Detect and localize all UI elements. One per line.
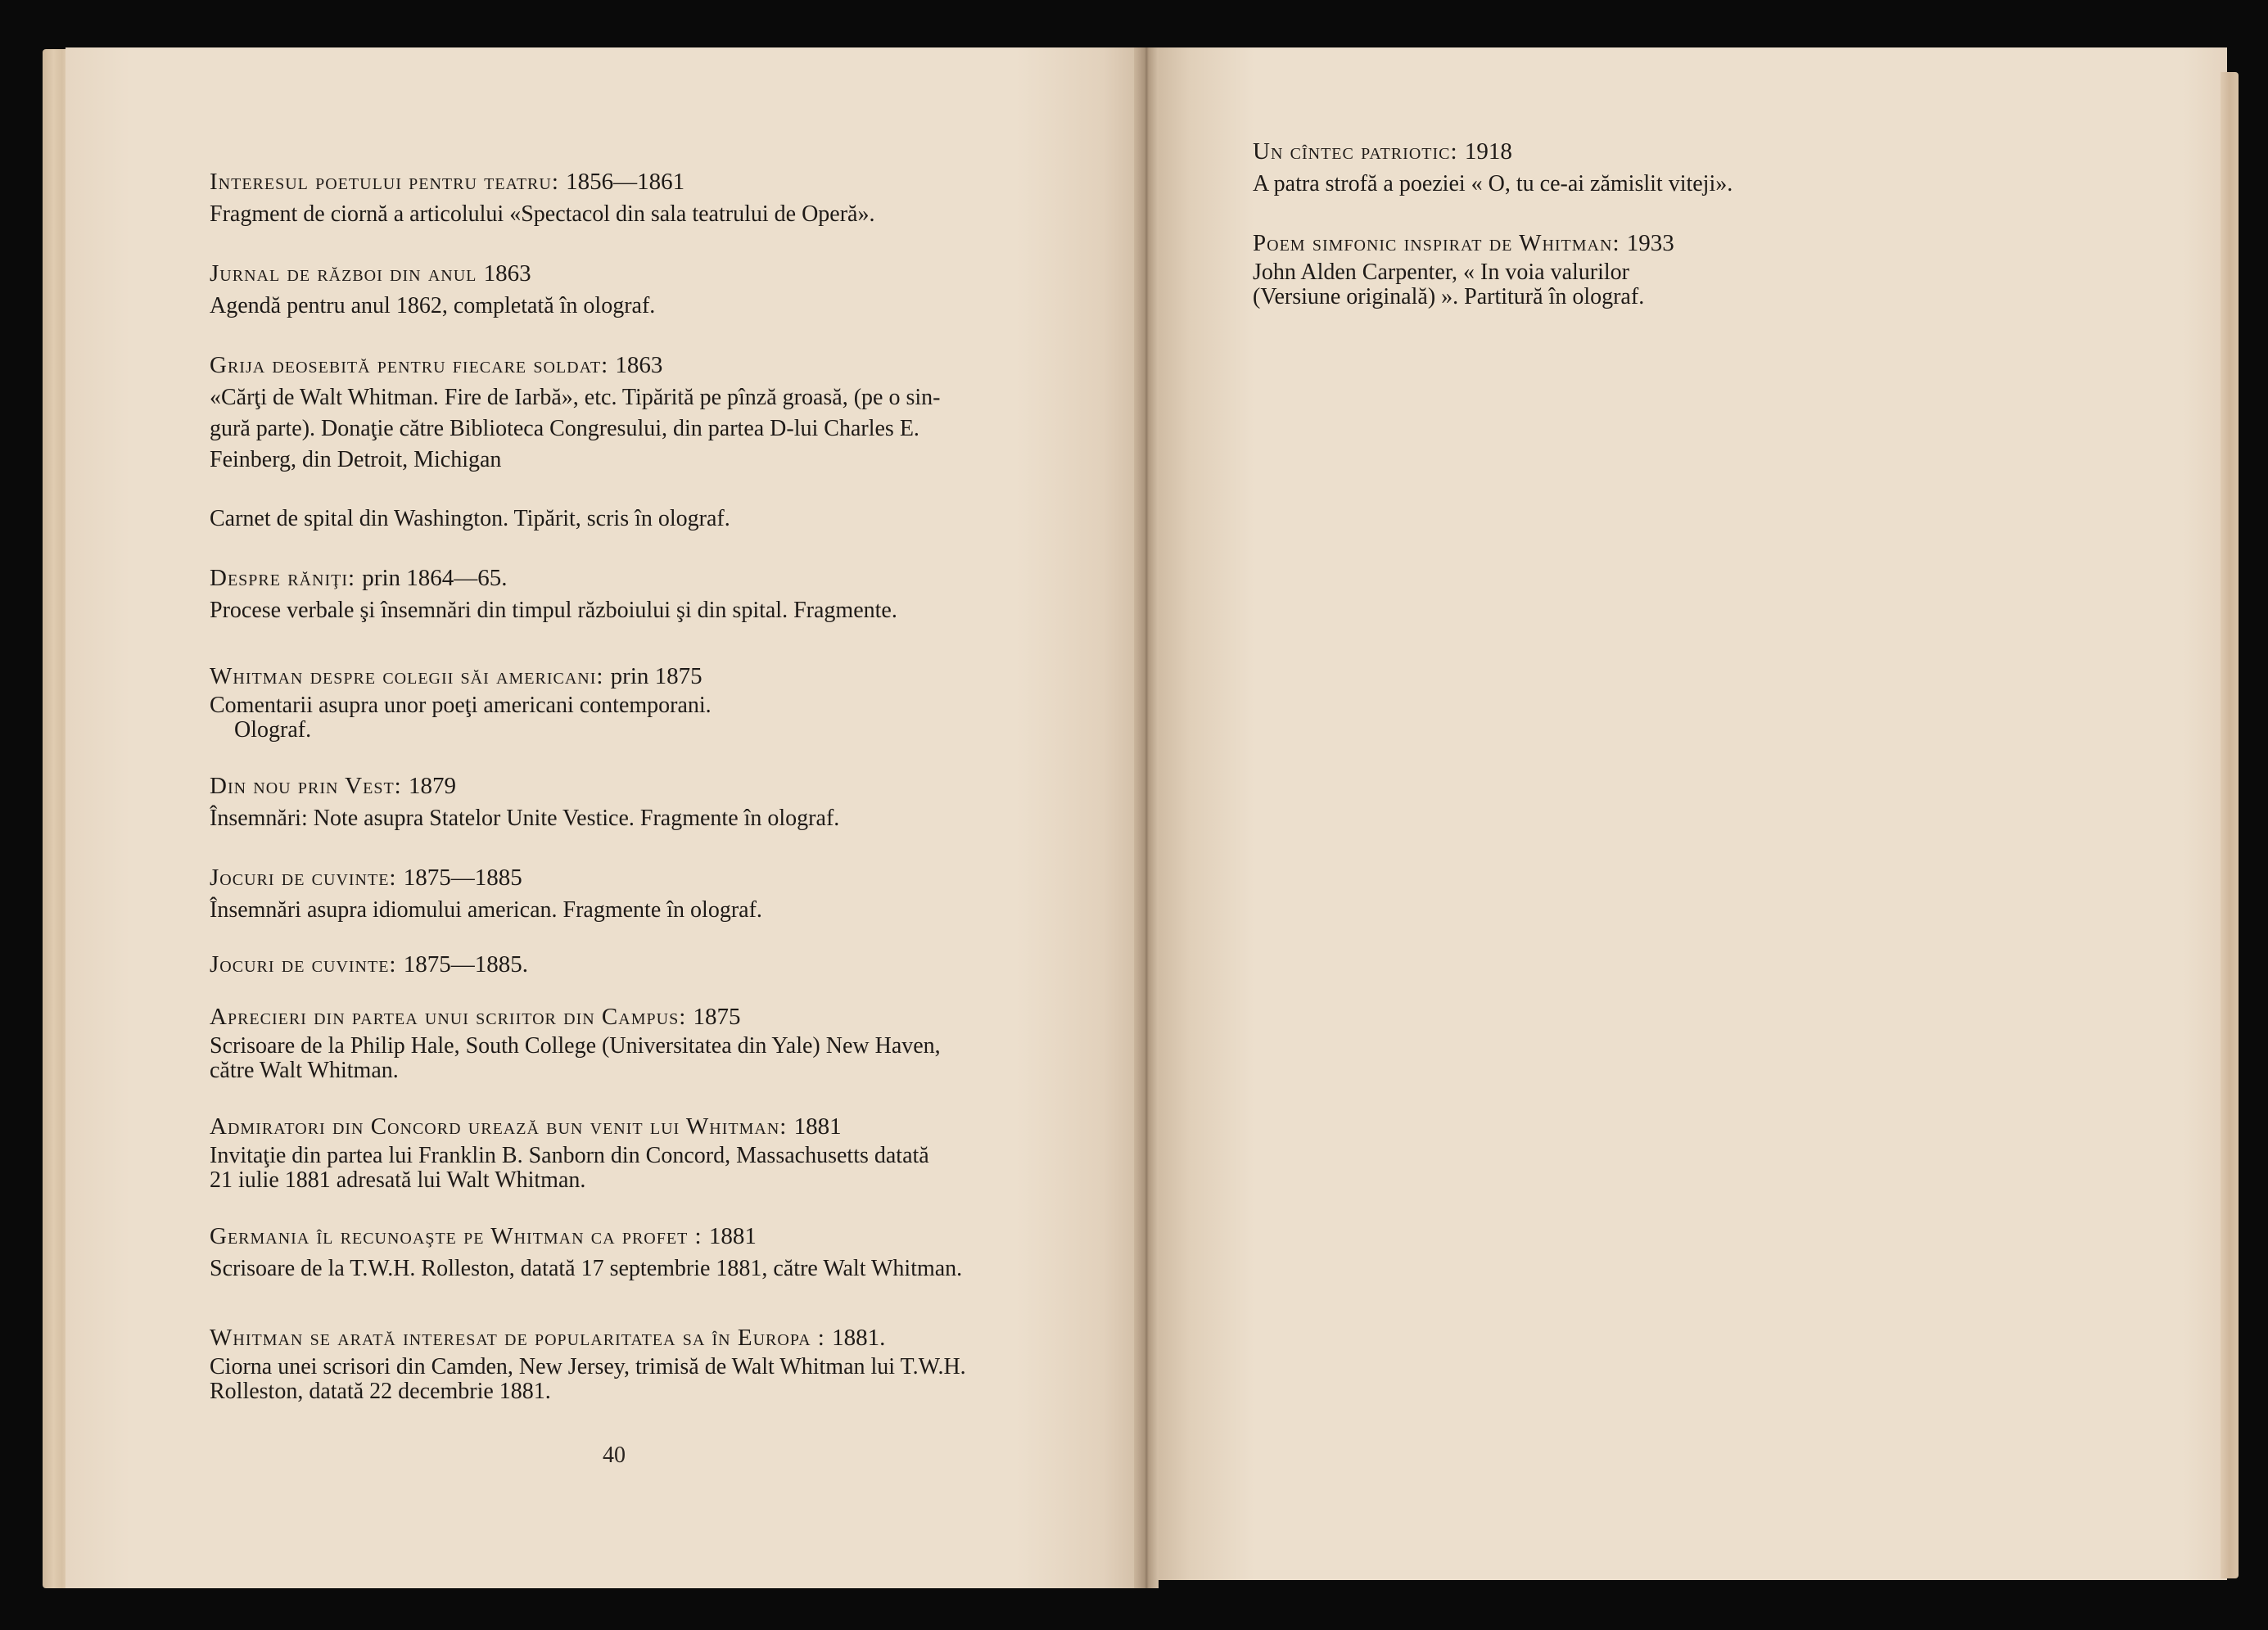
entry (210, 168, 1078, 230)
entry (210, 260, 1078, 322)
entry (210, 1003, 1078, 1083)
entry-text: Invitaţie din partea lui Franklin B. Sanborn din Concord, Massachusetts datată 21 iulie 1881 adresată lui Walt Whitman. (210, 1143, 929, 1193)
entry-heading: Jocuri de cuvinte: 1875—1885. (210, 951, 528, 978)
entry-heading: Whitman se arată interesat de popularitatea sa în Europa : 1881. (210, 1325, 886, 1351)
entry (210, 1113, 1078, 1193)
entry (210, 1324, 1078, 1404)
entry-heading: Aprecieri din partea unui scriitor din Campus: 1875 (210, 1004, 741, 1030)
entry (1253, 138, 1875, 200)
left-page-content (210, 168, 1078, 1404)
entry-heading: Jocuri de cuvinte: 1875—1885 (210, 865, 522, 891)
entry-text: Scrisoare de la T.W.H. Rolleston, datată 17 septembrie 1881, către Walt Whitman. (210, 1256, 963, 1281)
entry-text: Procese verbale şi însemnări din timpul războiului şi din spital. Fragmente. (210, 598, 897, 623)
entry-text: «Cărţi de Walt Whitman. Fire de Iarbă», etc. Tipărită pe pînză groasă, (pe o sin- gură parte). Donaţie către Biblioteca Congresului, din partea D-lui Charles E. Feinberg, din Detroit, Michigan (210, 385, 941, 472)
entry-heading: Jurnal de război din anul 1863 (210, 260, 531, 287)
entry (210, 772, 1078, 834)
book-gutter (1134, 47, 1159, 1588)
entry-text: Însemnări asupra idiomului american. Fragmente în olograf. (210, 897, 762, 923)
entry-heading: Despre răniţi: prin 1864—65. (210, 565, 508, 591)
entry-heading: Din nou prin Vest: 1879 (210, 773, 456, 799)
entry-heading: Grija deosebită pentru fiecare soldat: 1863 (210, 352, 663, 378)
entry-text: Comentarii asupra unor poeţi americani contemporani. Olograf. (210, 693, 712, 743)
entry-heading: Un cîntec patriotic: 1918 (1253, 138, 1512, 165)
entry-heading: Admiratori din Concord urează bun venit lui Whitman: 1881 (210, 1113, 842, 1140)
entry (210, 864, 1078, 926)
entry (210, 950, 1078, 978)
entry (210, 1222, 1078, 1285)
entry-text: John Alden Carpenter, « In voia valurilor (Versiune originală) ». Partitură în olograf. (1253, 260, 1645, 309)
right-page-content (1253, 138, 1875, 309)
entry-text: A patra strofă a poeziei « O, tu ce-ai zămislit viteji». (1253, 171, 1733, 196)
entry (210, 662, 1078, 743)
page-number: 40 (603, 1443, 626, 1468)
entry-text: Însemnări: Note asupra Statelor Unite Vestice. Fragmente în olograf. (210, 806, 840, 831)
entry-heading: Whitman despre colegii săi americani: prin 1875 (210, 663, 703, 689)
entry-heading: Poem simfonic inspirat de Whitman: 1933 (1253, 230, 1674, 256)
entry-heading: Germania îl recunoaşte pe Whitman ca profet : 1881 (210, 1223, 757, 1249)
entry-text: Fragment de ciornă a articolului «Spectacol din sala teatrului de Operă». (210, 201, 875, 227)
entry-text: Ciorna unei scrisori din Camden, New Jersey, trimisă de Walt Whitman lui T.W.H. Rolleston, datată 22 decembrie 1881. (210, 1354, 966, 1404)
right-page-edges (2221, 72, 2239, 1578)
entry-text: Scrisoare de la Philip Hale, South College (Universitatea din Yale) New Haven, către Walt Whitman. (210, 1033, 941, 1083)
entry (210, 564, 1078, 626)
entry-text: Carnet de spital din Washington. Tipărit, scris în olograf. (210, 506, 730, 531)
entry (1253, 229, 1875, 309)
entry (210, 503, 1078, 535)
entry-heading: Interesul poetului pentru teatru: 1856—1861 (210, 169, 685, 195)
entry-text: Agendă pentru anul 1862, completată în olograf. (210, 293, 656, 318)
entry (210, 351, 1078, 476)
